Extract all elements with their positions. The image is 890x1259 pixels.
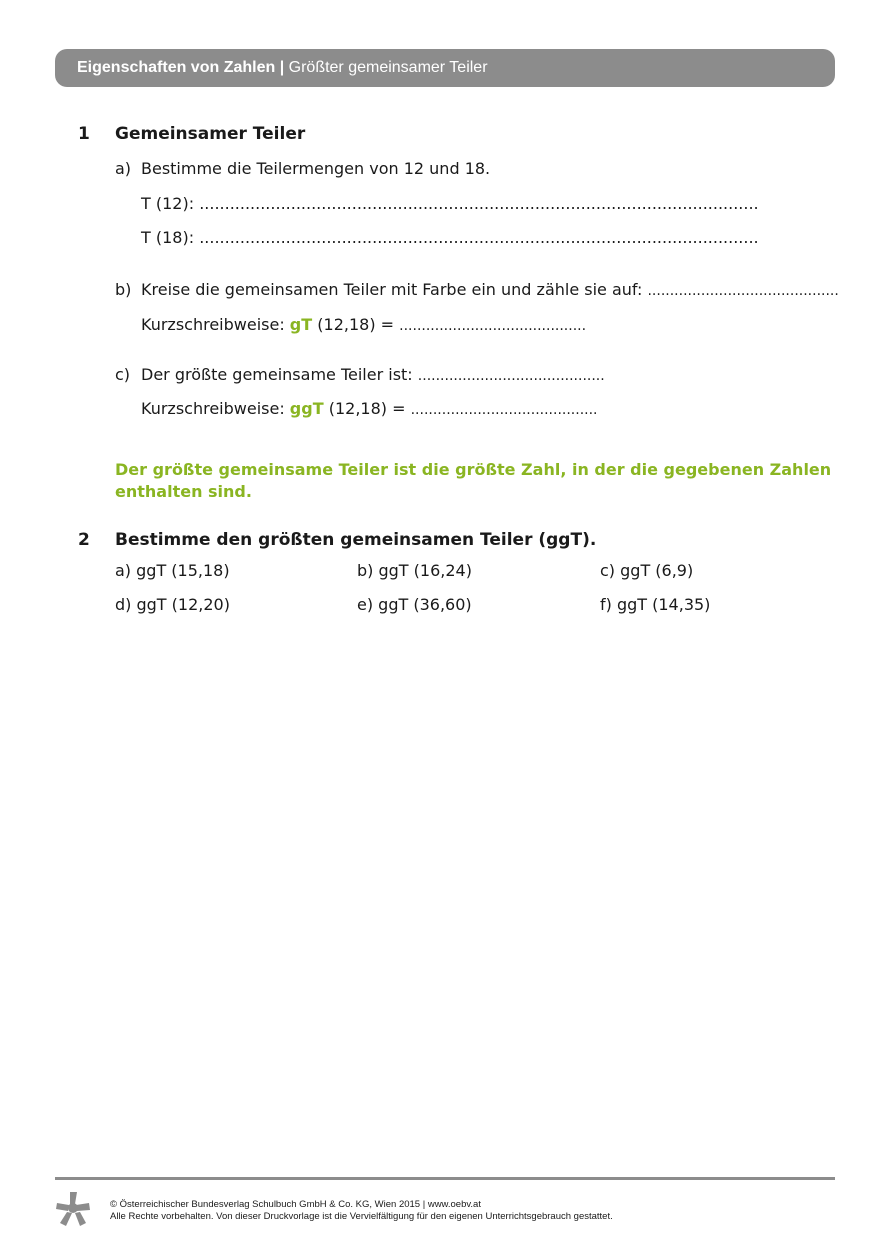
task1c-short-row (141, 399, 598, 420)
rule-line-1: Der größte gemeinsame Teiler ist die größte Zahl, in der die gegebenen Zahlen (115, 460, 832, 479)
task1b-short-label: Kurzschreibweise: (141, 315, 285, 334)
task1b-text: Kreise die gemeinsamen Teiler mit Farbe ein und zähle sie auf: (141, 280, 643, 299)
gt-abbr: gT (289, 315, 313, 334)
t18-label: T (18): (141, 228, 195, 247)
header-separator: | (275, 59, 289, 76)
task2-title: Bestimme den größten gemeinsamen Teiler (ggT). (115, 530, 597, 550)
ggt-abbr: ggT (289, 399, 324, 418)
task1b-short-answer-line[interactable]: .......................................... (399, 318, 587, 334)
task1c-row (141, 365, 605, 386)
footer-copyright: © Österreichischer Bundesverlag Schulbuch GmbH & Co. KG, Wien 2015 | www.oebv.at (110, 1199, 481, 1210)
t18-row (141, 228, 759, 248)
task1b-row (141, 280, 839, 301)
t12-answer-line[interactable]: .............................................................................................................. (199, 194, 759, 213)
task1b-answer-line[interactable]: ........................................... (647, 283, 839, 299)
task1b-short-row (141, 315, 586, 336)
t12-row (141, 194, 759, 214)
task1c-short-expr: (12,18) = (328, 399, 406, 418)
task2-item-d: d) ggT (12,20) (115, 595, 230, 614)
header-topic: Eigenschaften von Zahlen (77, 59, 276, 76)
footer-divider (55, 1177, 835, 1180)
task1b-short-expr: (12,18) = (317, 315, 395, 334)
task2-item-c: c) ggT (6,9) (600, 561, 694, 580)
task1c-text: Der größte gemeinsame Teiler ist: (141, 365, 413, 384)
task2-item-a: a) ggT (15,18) (115, 561, 230, 580)
header-subtopic: Größter gemeinsamer Teiler (288, 59, 488, 76)
task1c-short-answer-line[interactable]: .......................................... (410, 402, 598, 418)
publisher-logo-icon (55, 1190, 91, 1228)
task2-number: 2 (78, 530, 90, 550)
task1-title: Gemeinsamer Teiler (115, 124, 306, 144)
task1c-short-label: Kurzschreibweise: (141, 399, 285, 418)
task2-item-e: e) ggT (36,60) (357, 595, 472, 614)
task1c-answer-line[interactable]: .......................................... (417, 368, 605, 384)
t18-answer-line[interactable]: .............................................................................................................. (199, 228, 759, 247)
task2-item-f: f) ggT (14,35) (600, 595, 711, 614)
rule-line-2: enthalten sind. (115, 482, 252, 501)
page-header (55, 49, 835, 87)
t12-label: T (12): (141, 194, 195, 213)
task1a-label: a) (115, 159, 132, 178)
task2-item-b: b) ggT (16,24) (357, 561, 472, 580)
footer-rights: Alle Rechte vorbehalten. Von dieser Druckvorlage ist die Vervielfältigung für den eigenen Unterrichtsgebrauch gestattet. (110, 1211, 613, 1222)
task1-number: 1 (78, 124, 90, 144)
task1c-label: c) (115, 365, 131, 384)
task1a-text: Bestimme die Teilermengen von 12 und 18. (141, 159, 491, 178)
task1b-label: b) (115, 280, 132, 299)
